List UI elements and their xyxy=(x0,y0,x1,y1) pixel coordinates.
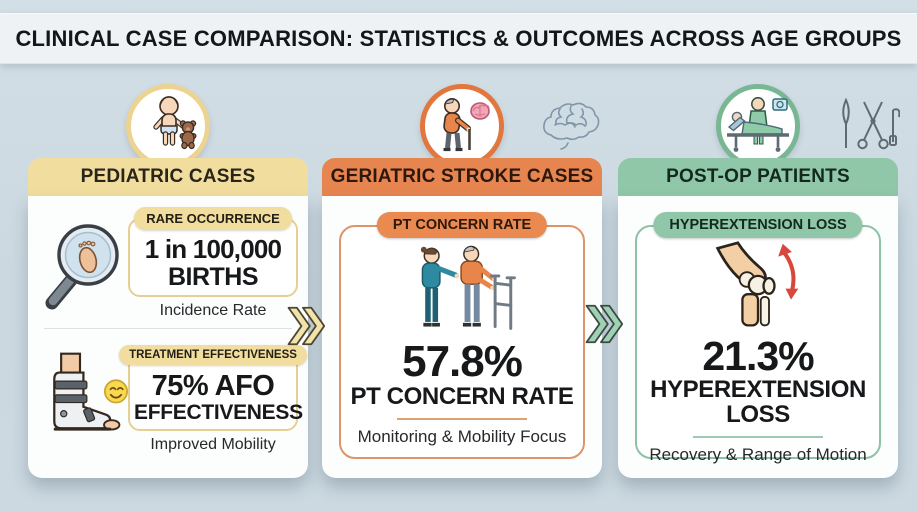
elderly-man-brain-icon xyxy=(430,94,494,159)
geriatric-body xyxy=(322,196,602,478)
postop-badge xyxy=(716,84,800,168)
column-postop xyxy=(618,158,898,478)
row-divider xyxy=(44,328,292,329)
surgical-tools-icon xyxy=(836,94,900,165)
incidence-row xyxy=(28,196,308,325)
column-pediatric xyxy=(28,158,308,478)
stat-divider xyxy=(397,418,527,420)
incidence-value-line1: 1 in 100,000 xyxy=(144,234,282,265)
postop-header: POST-OP PATIENTS xyxy=(618,158,898,196)
incidence-caption: Incidence Rate xyxy=(159,301,267,319)
hyperextension-value-label-line1: HYPEREXTENSION xyxy=(650,376,866,403)
treatment-value-line1: 75% AFO xyxy=(151,370,275,403)
hyperextension-box xyxy=(635,217,881,465)
treatment-stat-group xyxy=(128,345,303,453)
afo-boot-smiley-icon xyxy=(32,348,128,452)
treatment-label-pill: TREATMENT EFFECTIVENESS xyxy=(119,345,307,365)
postop-body xyxy=(618,196,898,478)
pt-concern-box xyxy=(339,217,585,459)
pt-concern-value: 57.8% xyxy=(402,337,522,386)
pt-concern-label-pill: PT CONCERN RATE xyxy=(377,212,547,238)
incidence-label-pill: RARE OCCURRENCE xyxy=(134,207,292,230)
geriatric-header: GERIATRIC STROKE CASES xyxy=(322,158,602,196)
magnifier-footprint-icon xyxy=(32,215,128,313)
column-geriatric xyxy=(322,158,602,478)
knee-joint-arrow-icon xyxy=(708,316,808,333)
pt-concern-caption: Monitoring & Mobility Focus xyxy=(357,427,567,447)
pt-concern-value-label: PT CONCERN RATE xyxy=(350,383,574,410)
page-title: CLINICAL CASE COMPARISON: STATISTICS & OUTCOMES ACROSS AGE GROUPS xyxy=(15,25,902,51)
stat-divider xyxy=(693,436,823,438)
hyperextension-value: 21.3% xyxy=(702,333,814,379)
double-chevron-yellow-icon xyxy=(287,302,325,355)
double-chevron-green-icon xyxy=(585,300,623,353)
incidence-value-line2: BIRTHS xyxy=(167,262,259,291)
title-bar xyxy=(0,13,917,64)
baby-with-teddy-icon xyxy=(136,93,200,160)
pediatric-body xyxy=(28,196,308,478)
incidence-stat-box xyxy=(128,218,298,296)
pediatric-badge xyxy=(126,84,210,168)
brain-sketch-icon xyxy=(538,97,600,156)
geriatric-badge xyxy=(420,84,504,168)
surgeon-bed-icon xyxy=(725,94,791,159)
treatment-value-line2: EFFECTIVENESS xyxy=(134,400,303,424)
hyperextension-caption: Recovery & Range of Motion xyxy=(649,445,867,465)
treatment-row xyxy=(28,332,308,461)
treatment-caption: Improved Mobility xyxy=(150,435,276,453)
hyperextension-label-pill: HYPEREXTENSION LOSS xyxy=(653,212,862,238)
nurse-walker-icon xyxy=(403,320,521,337)
pediatric-header: PEDIATRIC CASES xyxy=(28,158,308,196)
hyperextension-value-label-line2: LOSS xyxy=(726,401,790,429)
incidence-stat-group xyxy=(128,207,298,319)
